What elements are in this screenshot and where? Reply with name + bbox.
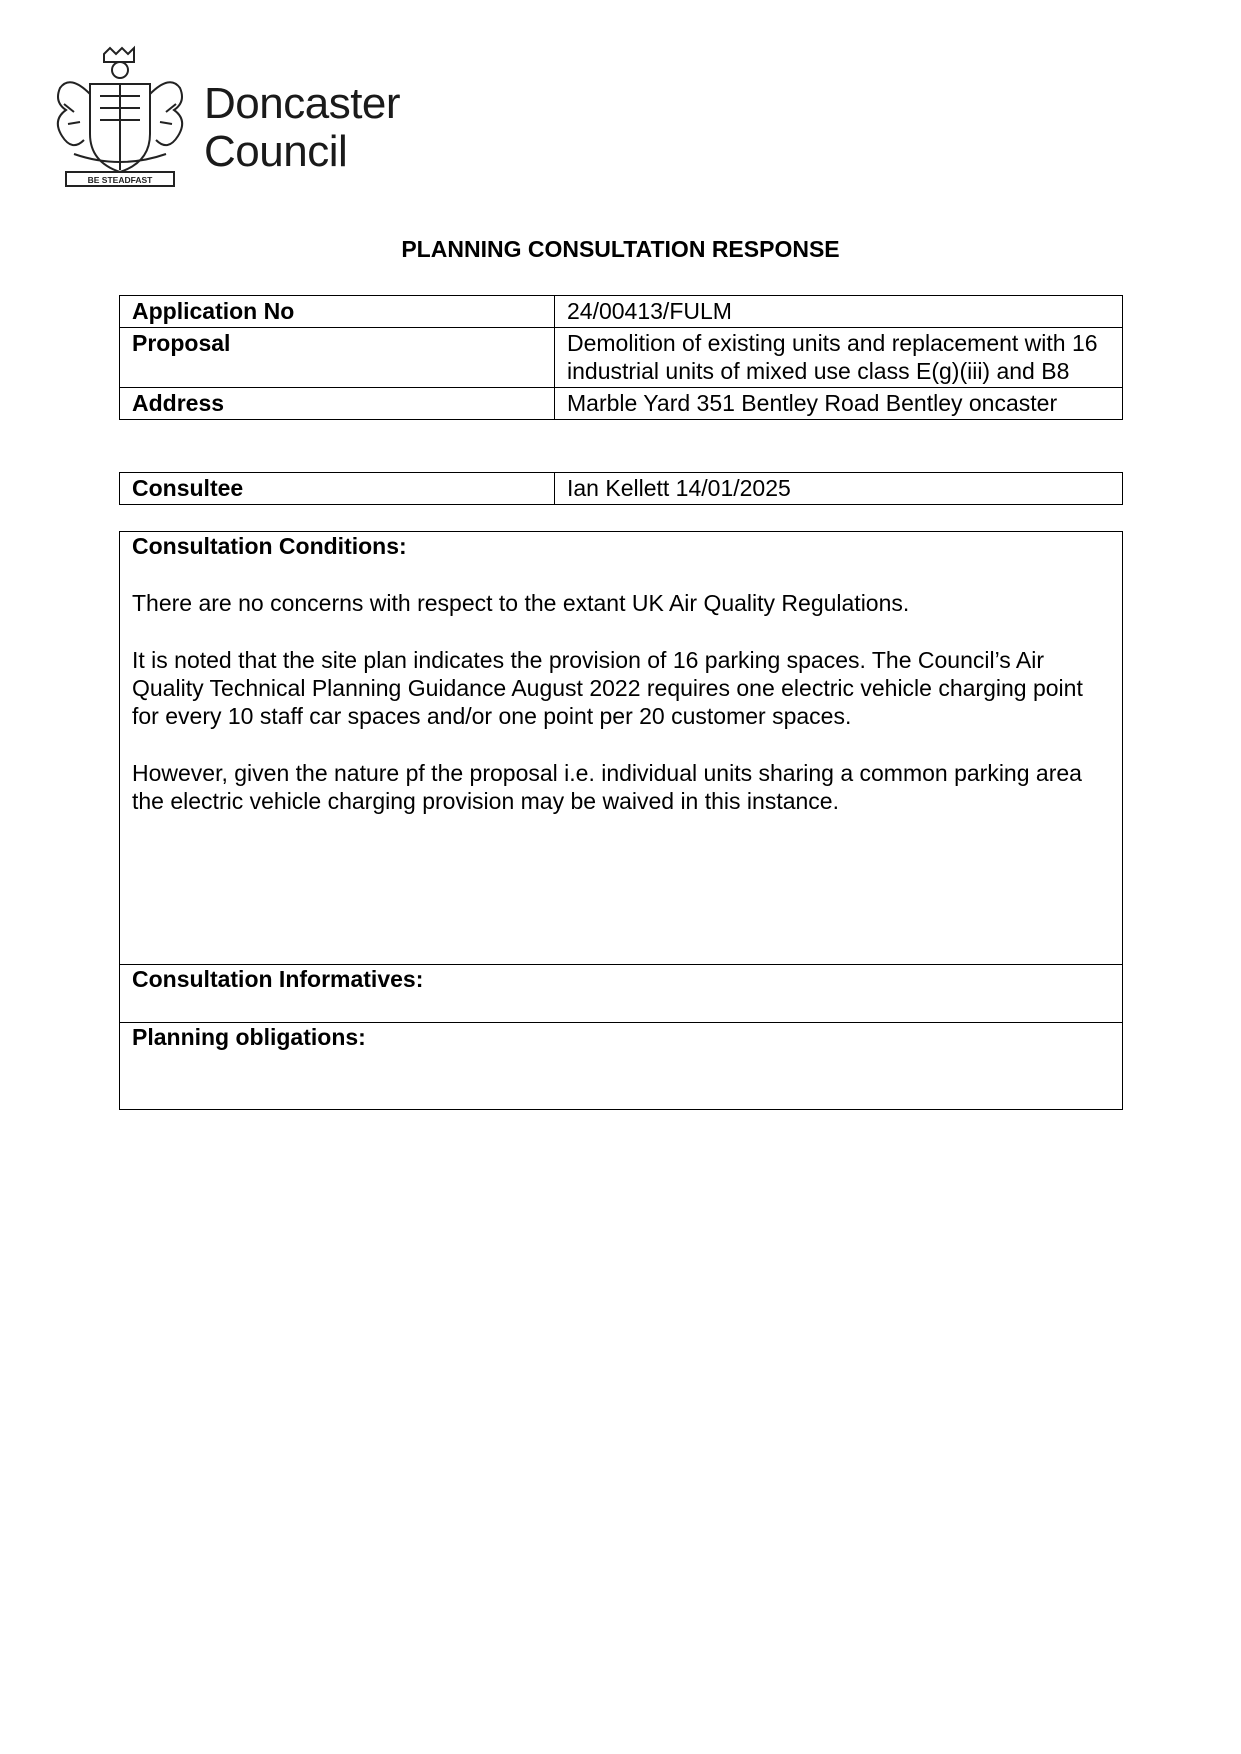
address-label: Address xyxy=(120,388,555,420)
council-name xyxy=(204,80,400,176)
conditions-paragraph-3: However, given the nature pf the proposal i.e. individual units sharing a common parking area the electric vehicle charging provision may be waived in this instance. xyxy=(132,760,1082,814)
proposal-label: Proposal xyxy=(120,328,555,388)
page-title: PLANNING CONSULTATION RESPONSE xyxy=(401,236,840,262)
address-value: Marble Yard 351 Bentley Road Bentley oncaster xyxy=(555,388,1123,420)
consultation-informatives-section xyxy=(119,964,1123,1023)
table-row xyxy=(120,328,1123,388)
table-row xyxy=(120,473,1123,505)
logo-line-2: Council xyxy=(204,127,348,176)
council-logo xyxy=(44,44,464,196)
table-row xyxy=(120,296,1123,328)
consultation-conditions-section xyxy=(119,531,1123,965)
consultee-label: Consultee xyxy=(120,473,555,505)
conditions-paragraph-2: It is noted that the site plan indicates the provision of 16 parking spaces. The Council’s Air Quality Technical Planning Guidance August 2022 requires one electric vehicle charging point for every 10 staff car spaces and/or one point per 20 customer spaces. xyxy=(132,647,1083,729)
logo-line-1: Doncaster xyxy=(204,79,401,128)
consultee-value: Ian Kellett 14/01/2025 xyxy=(555,473,1123,505)
application-no-value: 24/00413/FULM xyxy=(555,296,1123,328)
conditions-heading: Consultation Conditions: xyxy=(132,533,407,559)
conditions-paragraph-1: There are no concerns with respect to the extant UK Air Quality Regulations. xyxy=(132,590,910,616)
application-no-label: Application No xyxy=(120,296,555,328)
informatives-heading: Consultation Informatives: xyxy=(132,966,424,992)
proposal-value: Demolition of existing units and replacement with 16 industrial units of mixed use class E(g)(iii) and B8 xyxy=(555,328,1123,388)
table-row xyxy=(120,388,1123,420)
application-table xyxy=(119,295,1123,420)
planning-obligations-section xyxy=(119,1022,1123,1110)
motto-text: BE STEADFAST xyxy=(87,175,153,185)
consultee-table xyxy=(119,472,1123,505)
obligations-heading: Planning obligations: xyxy=(132,1024,366,1050)
coat-of-arms-icon xyxy=(44,44,196,196)
